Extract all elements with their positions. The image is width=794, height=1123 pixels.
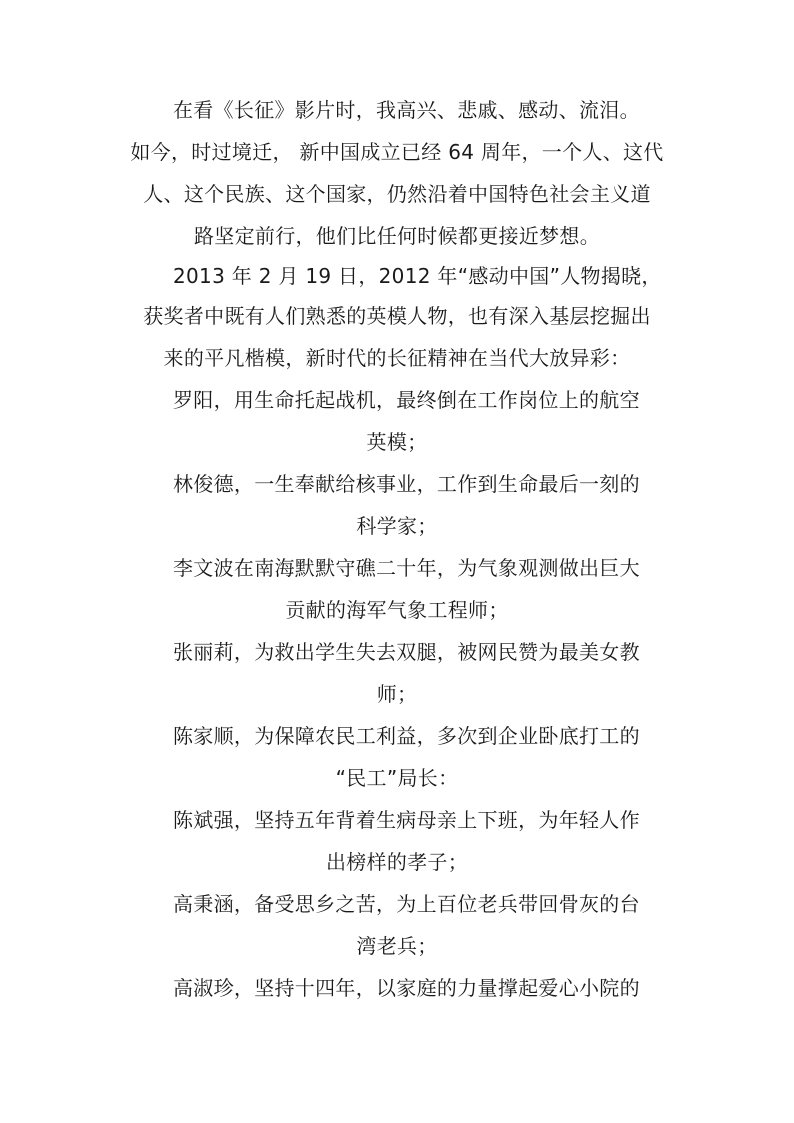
list-item-line-14: 湾老兵； xyxy=(356,934,438,958)
paragraph-line-3: 人、这个民族、这个国家，仍然沿着中国特色社会主义道 xyxy=(143,182,651,206)
list-item-line-5: 李文波在南海默默守礁二十年，为气象观测做出巨大 xyxy=(173,556,640,580)
list-item-line-13: 高秉涵，备受思乡之苦，为上百位老兵带回骨灰的台 xyxy=(173,892,640,916)
paragraph-line-6: 获奖者中既有人们熟悉的英模人物，也有深入基层挖掘出 xyxy=(143,304,651,328)
paragraph-line-2: 如今，时过境迁， 新中国成立已经 64 周年，一个人、这代 xyxy=(130,140,664,164)
paragraph-line-4: 路坚定前行，他们比任何时候都更接近梦想。 xyxy=(194,224,600,248)
list-item-line-4: 科学家； xyxy=(356,514,438,538)
list-item-line-11: 陈斌强，坚持五年背着生病母亲上下班，为年轻人作 xyxy=(173,808,640,832)
list-item-line-7: 张丽莉，为救出学生失去双腿，被网民赞为最美女教 xyxy=(173,640,640,664)
list-item-line-3: 林俊德，一生奉献给核事业，工作到生命最后一刻的 xyxy=(173,472,640,496)
list-item-line-15: 高淑珍，坚持十四年，以家庭的力量撑起爱心小院的 xyxy=(173,976,640,1000)
paragraph-line-7: 来的平凡楷模，新时代的长征精神在当代大放异彩： xyxy=(163,346,631,370)
list-item-line-1: 罗阳，用生命托起战机，最终倒在工作岗位上的航空 xyxy=(173,388,640,412)
paragraph-line-5: 2013 年 2 月 19 日，2012 年“感动中国”人物揭晓， xyxy=(173,264,662,288)
list-item-line-10: “民工”局长： xyxy=(335,766,459,790)
list-item-line-8: 师； xyxy=(376,682,418,706)
list-item-line-6: 贡献的海军气象工程师； xyxy=(285,598,509,622)
paragraph-line-1: 在看《长征》影片时，我高兴、悲戚、感动、流泪。 xyxy=(173,98,640,122)
list-item-line-2: 英模； xyxy=(366,430,428,454)
list-item-line-12: 出榜样的孝子； xyxy=(325,850,469,874)
list-item-line-9: 陈家顺，为保障农民工利益，多次到企业卧底打工的 xyxy=(173,724,640,748)
